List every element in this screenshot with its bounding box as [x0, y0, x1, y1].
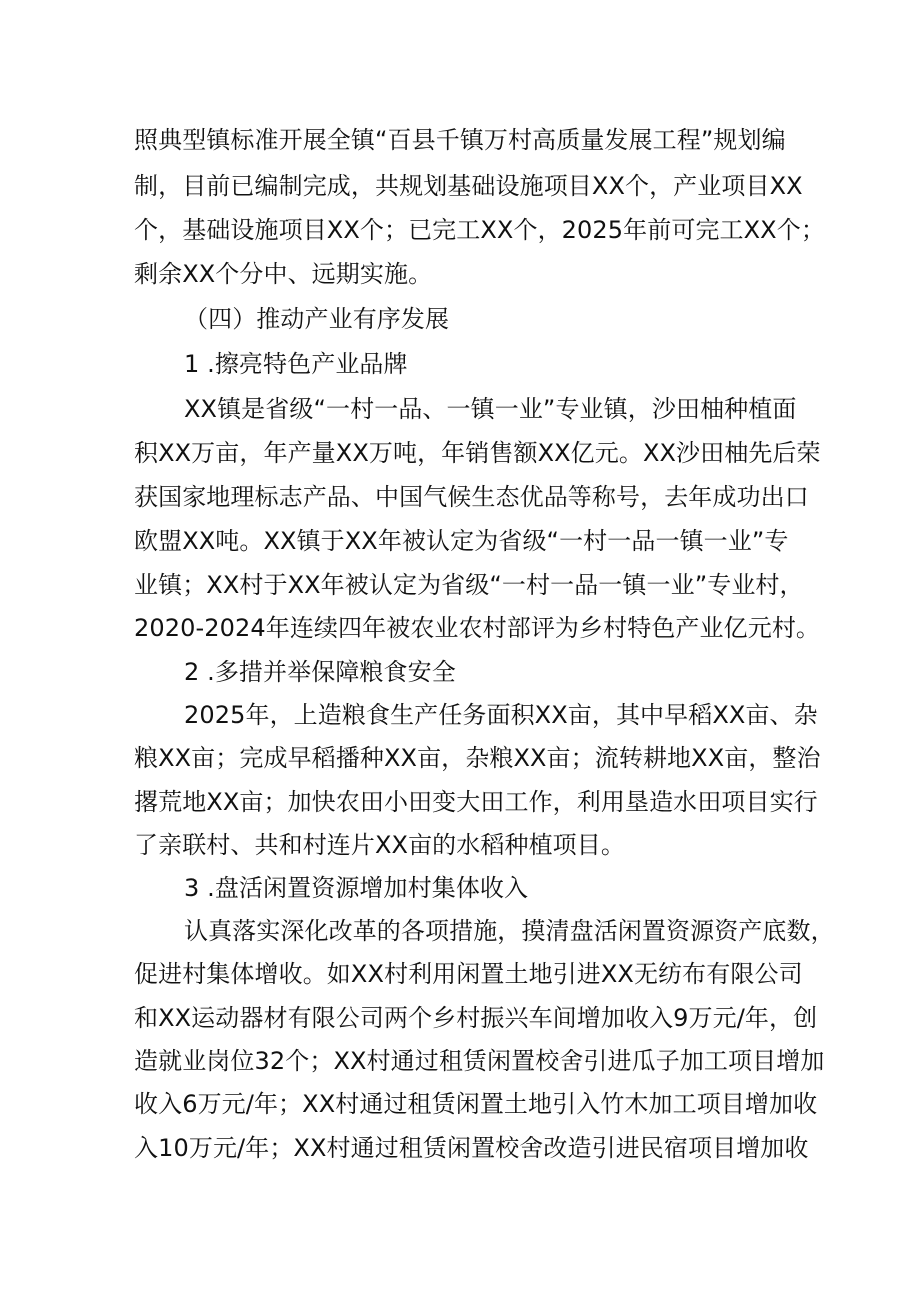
- body-line: 业镇；XX村于XX年被认定为省级“一村一品一镇一业”专业村，: [134, 571, 804, 599]
- subsection-heading: 1 .擦亮特色产业品牌: [184, 350, 408, 378]
- body-line: 个，基础设施项目XX个；已完工XX个，2025年前可完工XX个；: [134, 216, 825, 244]
- body-line: 制，目前已编制完成，共规划基础设施项目XX个，产业项目XX: [134, 172, 803, 200]
- body-line: 撂荒地XX亩；加快农田小田变大田工作，利用垦造水田项目实行: [134, 788, 818, 816]
- body-line: 了亲联村、共和村连片XX亩的水稻种植项目。: [134, 831, 625, 859]
- subsection-heading: 3 .盘活闲置资源增加村集体收入: [184, 874, 529, 902]
- body-line: 粮XX亩；完成早稻播种XX亩，杂粮XX亩；流转耕地XX亩，整治: [134, 744, 821, 772]
- body-line: 促进村集体增收。如XX村利用闲置土地引进XX无纺布有限公司: [134, 960, 803, 988]
- body-line: 2020-2024年连续四年被农业农村部评为乡村特色产业亿元村。: [134, 614, 821, 642]
- subsection-heading: 2 .多措并举保障粮食安全: [184, 658, 456, 686]
- body-line: 认真落实深化改革的各项措施，摸清盘活闲置资源资产底数，: [184, 917, 835, 945]
- section-heading: （四）推动产业有序发展: [184, 305, 450, 333]
- body-line: 收入6万元/年；XX村通过租赁闲置土地引入竹木加工项目增加收: [134, 1090, 818, 1118]
- body-line: 照典型镇标准开展全镇“百县千镇万村高质量发展工程”规划编: [134, 126, 786, 154]
- body-line: 和XX运动器材有限公司两个乡村振兴车间增加收入9万元/年，创: [134, 1004, 818, 1032]
- body-line: 2025年，上造粮食生产任务面积XX亩，其中早稻XX亩、杂: [184, 701, 818, 729]
- body-line: 获国家地理标志产品、中国气候生态优品等称号，去年成功出口: [134, 483, 809, 511]
- body-line: 积XX万亩，年产量XX万吨，年销售额XX亿元。XX沙田柚先后荣: [134, 439, 821, 467]
- body-line: 剩余XX个分中、远期实施。: [134, 260, 433, 288]
- body-line: 欧盟XX吨。XX镇于XX年被认定为省级“一村一品一镇一业”专: [134, 527, 789, 555]
- body-line: 入10万元/年；XX村通过租赁闲置校舍改造引进民宿项目增加收: [134, 1134, 809, 1162]
- body-line: 造就业岗位32个；XX村通过租赁闲置校舍引进瓜子加工项目增加: [134, 1047, 825, 1075]
- body-line: XX镇是省级“一村一品、一镇一业”专业镇，沙田柚种植面: [184, 395, 797, 423]
